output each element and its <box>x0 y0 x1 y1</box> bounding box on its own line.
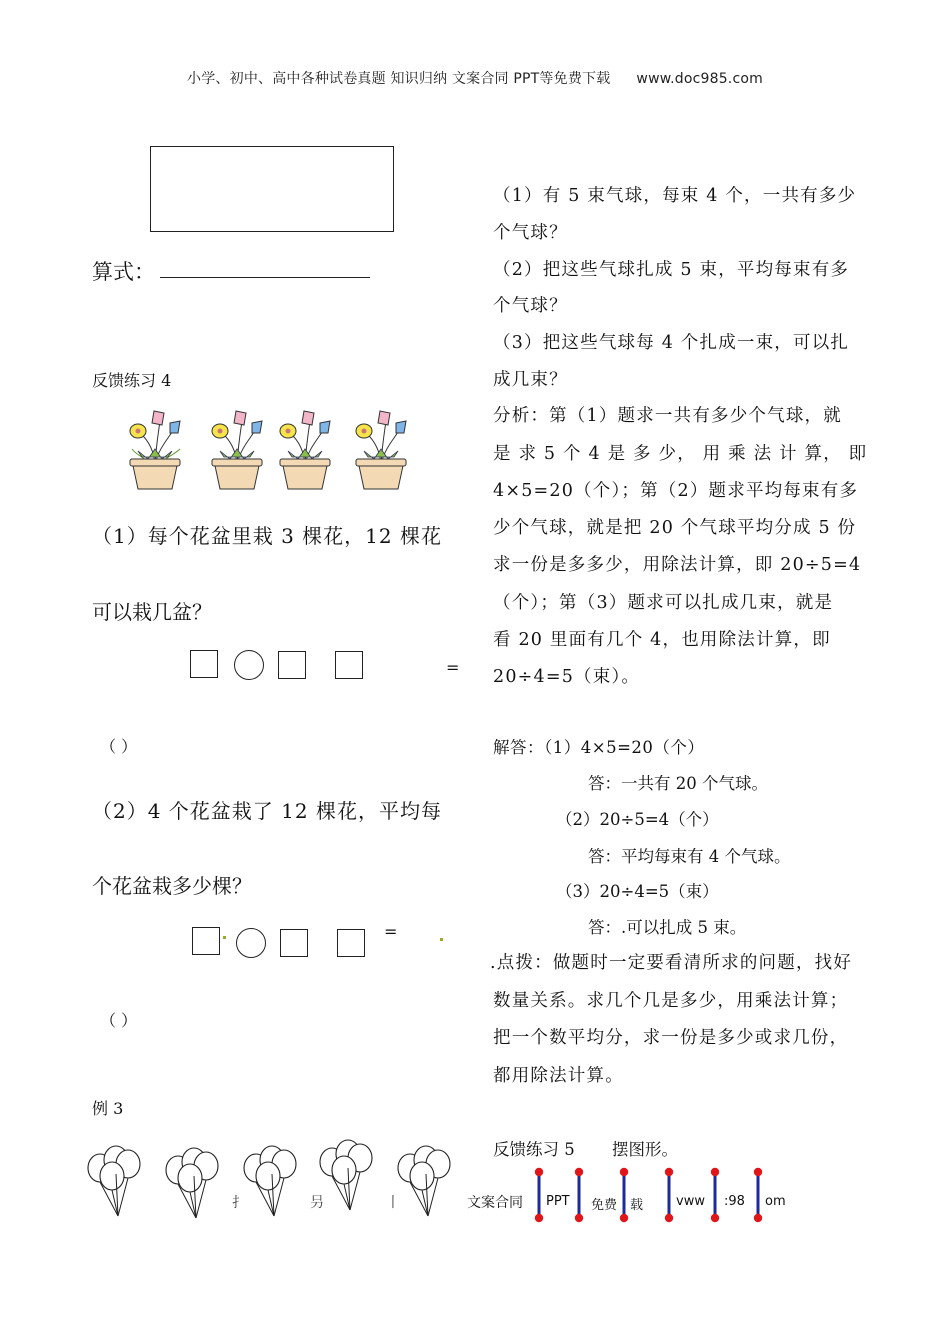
answer-1-text: 答：一共有 20 个气球。 <box>588 774 768 793</box>
answer-rectangle <box>150 146 394 232</box>
practice4-title: 反馈练习 4 <box>92 371 172 390</box>
answer-2-text: 答：平均每束有 4 个气球。 <box>588 847 791 866</box>
blank-square <box>192 927 220 955</box>
analysis-line: 看 20 里面有几个 4，也用除法计算，即 <box>493 630 831 650</box>
answer-label <box>493 734 704 758</box>
tip-line: .点拨：做题时一定要看清所求的问题，找好 <box>490 953 853 973</box>
question1-line2: 可以栽几盆？ <box>92 600 212 624</box>
footer-fragment: 丨 <box>386 1195 400 1211</box>
header-text: 小学、初中、高中各种试卷真题 知识归纳 文案合同 PPT等免费下载 <box>187 71 611 87</box>
tip-line: 数量关系。求几个几是多少，用乘法计算； <box>493 991 849 1011</box>
blank-square <box>337 929 365 957</box>
practice5-title: 反馈练习 5 <box>493 1140 575 1159</box>
blank-square <box>278 651 306 679</box>
answer-label-text: 解答： <box>493 738 544 757</box>
footer-fragment: vww <box>676 1194 705 1209</box>
analysis-line: 4×5=20（个）；第（2）题求平均每束有多 <box>493 481 859 501</box>
analysis-line: （个）；第（3）题求可以扎成几束，就是 <box>493 593 834 613</box>
formula-blank-line <box>160 277 370 278</box>
answer-paren: （ ） <box>100 1011 138 1030</box>
page-header <box>0 68 950 88</box>
footer-fragment: 叧 <box>310 1195 324 1211</box>
answer-1: （1）4×5=20（个） <box>544 738 705 757</box>
header-site: www.doc985.com <box>636 71 763 87</box>
blank-square <box>190 650 218 678</box>
footer-fragment: om <box>765 1194 786 1209</box>
flower-pot-image-1 <box>118 405 192 495</box>
balloon-bunch-image-5 <box>394 1138 466 1222</box>
answer-3-text: 答：.可以扎成 5 束。 <box>588 918 747 937</box>
question1-line1: （1）每个花盆里栽 3 棵花，12 棵花 <box>92 524 442 548</box>
footer-fragment: 载 <box>630 1198 644 1213</box>
flower-pot-image-3 <box>268 405 342 495</box>
blank-circle <box>236 928 266 958</box>
problem-line: 个气球？ <box>493 296 568 316</box>
equals-sign: = <box>384 922 398 941</box>
sticks-figure <box>500 1160 790 1230</box>
question2-line2: 个花盆栽多少棵？ <box>92 874 252 898</box>
problem-line: 成几束？ <box>493 370 568 390</box>
formula-label: 算式： <box>92 260 155 284</box>
problem-line: 个气球？ <box>493 223 568 243</box>
practice5-task: 摆图形。 <box>612 1140 678 1159</box>
equals-sign: = <box>446 658 460 677</box>
speck-mark <box>440 938 443 941</box>
footer-text: 文案合同 <box>467 1195 523 1211</box>
speck-mark <box>223 936 226 939</box>
analysis-line: 20÷4=5（束）。 <box>493 667 641 687</box>
problem-line: （1）有 5 束气球，每束 4 个，一共有多少 <box>493 186 857 206</box>
balloon-bunch-image-1 <box>84 1138 156 1222</box>
footer-fragment: PPT <box>546 1194 570 1209</box>
flower-pot-image-4 <box>344 405 418 495</box>
footer-fragment: 免费 <box>591 1198 618 1213</box>
problem-line: （2）把这些气球扎成 5 束，平均每束有多 <box>493 260 850 280</box>
question2-line1: （2）4 个花盆栽了 12 棵花，平均每 <box>92 799 442 823</box>
problem-line: （3）把这些气球每 4 个扎成一束，可以扎 <box>493 333 850 353</box>
blank-square <box>335 651 363 679</box>
flower-pot-image-2 <box>200 405 274 495</box>
analysis-line: 少个气球，就是把 20 个气球平均分成 5 份 <box>493 518 857 538</box>
balloon-bunch-image-4 <box>316 1132 388 1216</box>
blank-circle <box>234 650 264 680</box>
analysis-line: 是 求 5 个 4 是 多 少， 用 乘 法 计 算， 即 <box>493 444 868 464</box>
balloon-bunch-image-3 <box>240 1138 312 1222</box>
tip-line: 把一个数平均分，求一份是多少或求几份， <box>493 1028 849 1048</box>
footer-fragment: 扌 <box>232 1195 246 1211</box>
answer-3: （3）20÷4=5（束） <box>556 882 719 901</box>
balloon-bunch-image-2 <box>162 1140 234 1224</box>
example3-title: 例 3 <box>92 1099 124 1118</box>
answer-paren: （ ） <box>100 737 138 756</box>
analysis-line: 求一份是多多少，用除法计算，即 20÷5=4 <box>493 555 862 575</box>
blank-square <box>280 929 308 957</box>
tip-line: 都用除法计算。 <box>493 1066 624 1086</box>
answer-2: （2）20÷5=4（个） <box>556 810 719 829</box>
footer-fragment: :98 <box>724 1194 745 1209</box>
analysis-line: 分析：第（1）题求一共有多少个气球，就 <box>493 406 842 426</box>
